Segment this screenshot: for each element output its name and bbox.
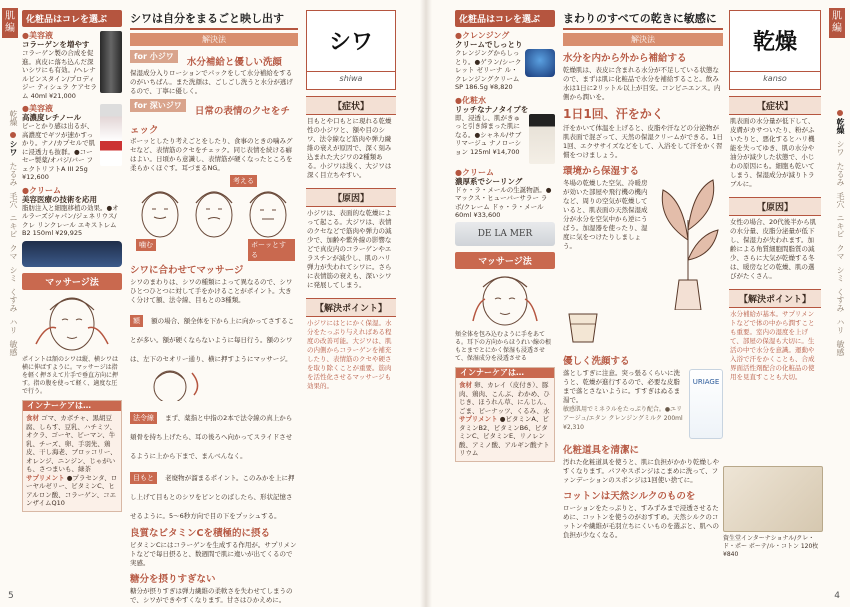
step-tag: 法令線 bbox=[130, 412, 157, 424]
side-tab-item[interactable]: クマ bbox=[9, 244, 18, 260]
title-column-left bbox=[306, 10, 396, 393]
face-massage-illustration bbox=[455, 269, 555, 327]
side-tab-item-active[interactable]: 乾燥 bbox=[829, 110, 845, 134]
food-label: 食材 bbox=[26, 414, 39, 422]
side-tab-item[interactable]: たるみ bbox=[836, 162, 845, 186]
side-tab-right bbox=[829, 8, 845, 568]
food-text: 卵、カレイ（皮付き）、豚肉、鶏肉、こんぶ、わかめ、ひじき、ほうれん草、にんじん、ごま、ピーナッツ、くるみ、水 bbox=[459, 381, 551, 415]
supplement-text: ●ビタミンA、ビタミンB2、ビタミンB6、ビタミンC、ビタミンE、リノレン酸、アミノ酸、アルギン酸ナトリウム bbox=[459, 415, 550, 457]
section-heading: 糖分を摂りすぎない bbox=[130, 574, 216, 585]
section-text: シワのまわりは、シワの種類によって異なるので、シワひとつひとつに対して手をかけることがポイント。大きく分けて額、法令線、目もとの3種類。 bbox=[130, 278, 293, 304]
side-tab-item[interactable]: 毛穴 bbox=[836, 192, 845, 208]
product-bottle-icon bbox=[100, 104, 122, 166]
side-tab-item[interactable]: クマ bbox=[836, 244, 845, 260]
side-tab-item[interactable]: ハリ bbox=[9, 318, 18, 334]
section-heading: 良質なビタミンCを積極的に摂る bbox=[130, 528, 270, 539]
plant-illustration bbox=[653, 160, 723, 310]
section-heading: 1日1回、汗をかく bbox=[563, 107, 664, 121]
cause-text: 小ジワは、表面的な乾燥によって起こる。大ジワは、表情のクセなどで筋肉や弾力の減少で、加齢や紫外線の影響などで真皮内のコラーゲンやエラスチンが減少し、肌のハリ弾力が失われてシワに。さらに表情筋の衰えも、深いシワに発展してしまう。 bbox=[307, 209, 392, 289]
product-text: 即、浸透し、肌がきゅっと引き締まった肌になる。●シャネル/サブリマージュ ナノローション 125ml ¥14,700 bbox=[455, 113, 522, 156]
face-label: ボーッとする bbox=[248, 239, 295, 261]
section-heading: シワに合わせてマッサージ bbox=[130, 265, 244, 276]
inner-care-box bbox=[455, 367, 555, 462]
face-label: 噛む bbox=[136, 239, 156, 251]
side-tab-item[interactable]: 毛穴 bbox=[9, 192, 18, 208]
section-text: 落としすぎに注意。突っ張るくらいに洗うと、乾燥が進行するので、必要な皮脂まで落とさないように。すすぎはぬるま湯で。 bbox=[563, 369, 681, 404]
supplement-text: ●プラセンタ、ローヤルゼリー、ビタミンC、ヒアルロン酸、コラーゲン、コエンザイムQ10 bbox=[26, 473, 118, 507]
massage-caption: ポイントは額のシワは縦、横シワは横に伸ばすように。マッサージは指を軽く押さえて片手で垂直方向に押す。指の腹を使って軽く、適度な圧で行う。 bbox=[22, 355, 119, 395]
product-jar-icon bbox=[22, 241, 122, 267]
product-jar-icon bbox=[525, 49, 555, 77]
side-tab-item[interactable]: 敏感 bbox=[836, 340, 845, 356]
food-text: ゴマ、カボチャ、黒胡豆腐、しらす、豆乳、ハチミツ、オクラ、ゴーヤ、ピーマン、牛乳、チーズ、卵、手羽先、鶏皮、干し海老、ブロッコリー、オレンジ、ニンジン、じゃがいも、さつまいも、緑茶 bbox=[26, 414, 117, 473]
cause-heading: 【原因】 bbox=[306, 188, 396, 207]
side-tab-item[interactable]: くすみ bbox=[9, 288, 18, 312]
glass-illustration bbox=[563, 310, 603, 346]
product-type: ●美容液 bbox=[22, 31, 53, 40]
solution-banner: 解決法 bbox=[130, 33, 298, 46]
inner-care-box bbox=[22, 400, 122, 512]
page-title: シワは自分をまるごと映し出す bbox=[130, 10, 298, 30]
side-tab-item[interactable]: 乾燥 bbox=[9, 110, 18, 126]
product-subtitle: クリームでしっとり bbox=[455, 40, 523, 49]
title-card-romaji: kanso bbox=[730, 71, 820, 83]
product-text: コラーゲン製の合成を促進。真皮に落ち込んだ深いシワにも有効。/ヘレナ ルビンスタイン/プロディジー ティシュラ ケアセラム 40ml ¥21,000 bbox=[22, 49, 97, 100]
side-tab-item-active[interactable]: シワ bbox=[2, 132, 18, 156]
side-tab-item[interactable]: ニキビ bbox=[9, 214, 18, 238]
for-tag: for 小ジワ bbox=[130, 50, 178, 63]
title-card bbox=[306, 10, 396, 90]
massage-step bbox=[130, 465, 298, 522]
face-massage-illustration bbox=[22, 290, 122, 352]
product-subtitle: コラーゲンを増やす bbox=[22, 40, 90, 49]
product-tube-icon: URIAGE bbox=[689, 369, 723, 439]
product-bottle-icon bbox=[529, 114, 555, 164]
product-text: クレンジングからしっとり。●ゲラン/シークレット ゼリーナ ル・クレンジングクリーム SP 186.5g ¥8,820 bbox=[455, 49, 522, 91]
product-type: ●美容液 bbox=[22, 104, 53, 113]
product-band: 化粧品はコレを選ぶ bbox=[455, 10, 555, 27]
massage-step bbox=[130, 308, 298, 365]
product-subtitle: 濃厚系でシーリング bbox=[455, 176, 523, 186]
symptom-heading: 【症状】 bbox=[306, 96, 396, 115]
step-text: 額の場合、額全体を下から上に向かってさすることが多い。額が硬くならないように毎日行う。額のシワは、左下のセオリー通り、横に押すようにマッサージ。 bbox=[130, 317, 295, 363]
title-card-romaji: shiwa bbox=[307, 71, 395, 83]
product-band: 化粧品はコレを選ぶ bbox=[22, 10, 122, 27]
solution-column-right bbox=[563, 10, 723, 540]
side-tab-item[interactable]: シミ bbox=[9, 266, 18, 282]
point-text: 水分補給が基本。サプリメントなどで体の中から潤すことも重要。室内の湿度を上げて、部屋の保湿も大切に。生活の中で水分を意識。運動や入浴で汗をかくことも、合成界面活性剤配合の化粧品の使用を見直すことも大切。 bbox=[730, 310, 815, 381]
cotton-box-icon bbox=[723, 466, 823, 532]
section-heading: コットンは天然シルクのものを bbox=[563, 491, 696, 502]
point-heading: 【解決ポイント】 bbox=[729, 289, 821, 308]
product-text: ビーとかり感は出るが、高濃度でギツが速かすっかり。ナノ/カプセルで肌に浸透力も抜群。●コーセー製薬/オバジ/バー フェクトリフトA III 25g ¥12,600 bbox=[22, 122, 96, 181]
massage-caption: 頬全体を包み込むように手をあてる。耳下の方向からほうれい線の根もとまでとにかく保湿も浸透させて、保湿成分を浸透させる bbox=[455, 330, 552, 362]
face-label: 考える bbox=[230, 175, 257, 187]
cause-heading: 【原因】 bbox=[729, 197, 821, 216]
side-tab-item[interactable]: 敏感 bbox=[9, 340, 18, 356]
massage-band: マッサージ法 bbox=[455, 252, 555, 269]
solution-column-left bbox=[130, 10, 298, 605]
title-card bbox=[729, 10, 821, 90]
expression-illustrations bbox=[130, 173, 298, 259]
book-gutter bbox=[420, 0, 432, 607]
product-subtitle: 美容医療の技術を応用 bbox=[22, 194, 97, 204]
side-tab-item[interactable]: くすみ bbox=[836, 288, 845, 312]
page-title: まわりのすべての乾きに敏感に bbox=[563, 10, 723, 30]
section-heading: 優しく洗顔する bbox=[563, 356, 630, 367]
product-item bbox=[22, 186, 122, 267]
product-item bbox=[455, 96, 555, 164]
section-heading: 水分を内から外から補給する bbox=[563, 53, 687, 64]
product-item bbox=[455, 168, 555, 246]
section-heading: 化粧道具を清潔に bbox=[563, 445, 640, 456]
cause-text: 女性の場合、20代後半から肌の水分量、皮脂分泌量が低下し、保湿力が失われます。加齢による角質細胞間脂質の減少、さらに大気が乾燥する冬は、暖房などの乾燥、肌の選びがたくさん。 bbox=[730, 218, 817, 280]
side-tab-item[interactable]: シミ bbox=[836, 266, 845, 282]
symptom-text: 目もとや口もとに現れる乾燥性の小ジワと、額や目のシワ、法令線など筋肉や弾力繊維の衰えが原因で、深く刻み込まれた大ジワの2種類ある。小ジワは浅く、大ジワは深く目立ちやすい。 bbox=[307, 117, 392, 179]
title-card-main: 乾燥 bbox=[752, 29, 797, 55]
product-caption: 敏感肌用でミネラルをたっぷり配合。●ユリアージュ/エタン クレンジングミルク 200ml ¥2,310 bbox=[563, 406, 683, 431]
product-bottle-icon bbox=[100, 31, 122, 93]
symptom-text: 肌表面の水分量が低下して、皮膚がカサついたり、粉がふいたりと、悪化するとハリ機能を失ってゆき、肌の水分や油分が減少した状態で、小じわの原因にも。細胞も乾いてしまう、保湿成分が減りトラブルに。 bbox=[730, 117, 815, 188]
symptom-heading: 【症状】 bbox=[729, 96, 821, 115]
point-heading: 【解決ポイント】 bbox=[306, 298, 396, 317]
section-text: 汚れた化粧道具を使うと、肌に負担がかかり乾燥しやすくなります。パフやスポンジはこまめに洗って、ファンデーションのスポンジは1回使い捨てに。 bbox=[563, 458, 719, 484]
side-tab-item[interactable]: シワ bbox=[836, 140, 845, 156]
side-tab-category: 肌編 bbox=[829, 8, 845, 38]
section-text: 糖分が摂りすぎは弾力繊維の柔軟さを失わせてしまうので、シワができやすくなります。甘さはひかえめに。 bbox=[130, 587, 293, 604]
product-column-right bbox=[455, 10, 555, 462]
page-number: 5 bbox=[8, 591, 14, 601]
inner-care-heading: インナーケアは… bbox=[456, 368, 554, 379]
for-tag: for 深いジワ bbox=[130, 99, 186, 112]
side-tab-item[interactable]: たるみ bbox=[9, 162, 18, 186]
side-tab-item[interactable]: ハリ bbox=[836, 318, 845, 334]
step-tag: 額 bbox=[130, 315, 143, 327]
solution-banner: 解決法 bbox=[563, 33, 723, 46]
product-text: 脂肪注入と細胞移植の効果。●オルラーズジャパン/ジェネリウス/クレ リンクレール エキストレム B2 150ml ¥29,925 bbox=[22, 203, 119, 237]
step-tag: 目もと bbox=[130, 472, 157, 484]
product-column-left bbox=[22, 10, 122, 512]
section-text: 冬場の乾燥した空気、冷暖房が効いた部屋や飛行機の機内など、周りの空気が乾燥していると、肌表面の天然保湿成分が水分を空気中から逆にうばう。加湿器を使ったり、湿度に気をつけたりしましょう。 bbox=[563, 179, 648, 250]
section-heading: 水分補給と優しい洗顔 bbox=[186, 57, 282, 68]
right-page bbox=[425, 0, 850, 607]
point-text: 小ジワにはとにかく保湿。水分をたっぷり与えればある程度の改善可能。大ジワは、肌の内側からコラーゲンを補充したり、表情筋のクセや硬さを取り除くことが重要。筋肉を活性化させるマッサージも効果的。 bbox=[307, 319, 392, 390]
product-item bbox=[22, 31, 122, 100]
section-heading: 日常の表情のクセをチェック bbox=[130, 106, 290, 136]
title-column-right bbox=[729, 10, 821, 384]
section-text: ビタミンCにはコラーゲンを生成する作用が。サプリメントなどで毎日摂ると、数週間で肌に違いが出てくるので実感。 bbox=[130, 541, 297, 567]
environment-section bbox=[563, 160, 723, 310]
food-label: 食材 bbox=[459, 381, 472, 389]
side-tab-item[interactable]: ニキビ bbox=[836, 214, 845, 238]
product-type: ●化粧水 bbox=[455, 95, 486, 105]
section-text: ボーッとしたり考えごとをしたり、食事のときの噛みグセなど、表情筋のクセをチェック。同じ表情を続ける癖はよい。日頃から意識し、表情筋が硬くなったところを柔らかくほぐす。耳づまるNG。 bbox=[130, 137, 293, 172]
product-subtitle: 高濃度レチノール bbox=[22, 113, 82, 122]
section-heading: 環境から保湿する bbox=[563, 166, 640, 177]
product-jar-icon: DE LA MER bbox=[455, 222, 555, 246]
side-tab-left bbox=[2, 8, 18, 568]
cotton-box-product bbox=[723, 466, 823, 559]
product-type: ●クリーム bbox=[455, 167, 494, 177]
section-text: ローションをたっぷりと、すみずみまで浸透させるために、コットンを使うのがおすすめ。天然シルクのコットンや繊維が毛羽立ちにくいものを選ぶと、肌への負担が少なくなる。 bbox=[563, 504, 719, 539]
product-item bbox=[455, 31, 555, 92]
cotton-box-caption: 資生堂インターナショナル/クレ・ド・ポー ボーテ/ル・コトン 120枚 ¥840 bbox=[723, 535, 819, 558]
section-text: 保湿成分入りローションでパックをして水分補給をするのがいちばん。また洗顔は、ごしごし洗うと水分が逃げるので、丁寧に優しく。 bbox=[130, 69, 293, 95]
inner-care-heading: インナーケアは… bbox=[23, 401, 121, 412]
product-type: ●クリーム bbox=[22, 185, 61, 195]
massage-step bbox=[130, 405, 298, 462]
side-tab-category: 肌編 bbox=[2, 8, 18, 38]
step-text: 老廃物が溜まるポイント。このみかを上に押し上げて目もとのシワをピンとのばしたら、形状記憶させるように。5〜6秒方向で目の下をプッシュする。 bbox=[130, 474, 295, 520]
product-subtitle: リッチなナノタイプを bbox=[455, 104, 529, 114]
product-type: ●クレンジング bbox=[455, 31, 510, 40]
step-text: まず、薬指と中指の2本で法令線の真上から頬骨を持ち上げたら、耳の後ろへ向かってスライドさせるように上から下まで、まんべんなく。 bbox=[130, 414, 293, 460]
section-text: 乾燥肌は、表皮に含まれる水分が不足している状態なので、まずは肌に化粧品で水分を補給すること。飲み水は1日に2リットル以上が目安。コンビニエンス。内側から潤いを。 bbox=[563, 66, 721, 101]
supplement-label: サプリメント bbox=[459, 415, 498, 423]
supplement-label: サプリメント bbox=[26, 473, 65, 482]
side-tab-list bbox=[829, 110, 845, 356]
massage-face-illustration bbox=[130, 365, 298, 401]
massage-band: マッサージ法 bbox=[22, 273, 122, 290]
product-text: ドゥ・ラ・メールの生誕物語。●マックス・ヒューバーサラー ラボ/クレーム ドゥ・ラ・メール 60ml ¥33,600 bbox=[455, 185, 552, 219]
title-card-main: シワ bbox=[328, 29, 373, 55]
page-number: 4 bbox=[834, 591, 840, 601]
side-tab-list bbox=[2, 110, 18, 356]
product-item bbox=[22, 104, 122, 182]
section-text: 汗をかいて体温を上げると、皮脂や汗などの分泌物が肌表面で混ざって、天然の保湿クリームができる。1日1回、エクササイズなどをして、入浴をして汗をかく習慣をつけましょう。 bbox=[563, 124, 724, 159]
